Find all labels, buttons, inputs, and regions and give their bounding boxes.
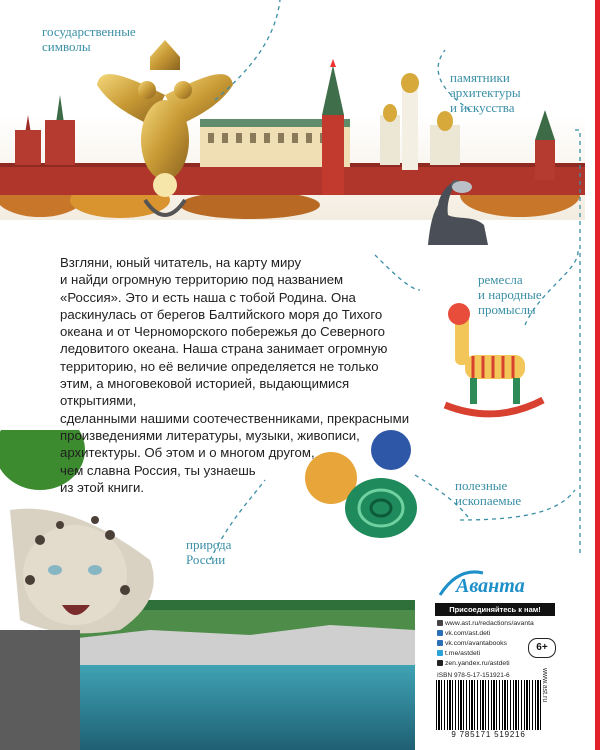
zen-icon xyxy=(437,660,443,666)
vk-icon xyxy=(437,630,443,636)
telegram-icon xyxy=(437,650,443,656)
logo-text: Аванта xyxy=(456,575,525,597)
link-zen[interactable] xyxy=(437,659,510,668)
caption-nature: природа России xyxy=(186,537,232,567)
description-text xyxy=(60,254,415,496)
join-us-banner: Присоединяйтесь к нам! xyxy=(435,603,555,616)
vk-icon xyxy=(437,640,443,646)
link-telegram[interactable] xyxy=(437,649,480,658)
barcode-number: 9 785171 519216 xyxy=(436,730,541,739)
web-icon xyxy=(437,620,443,626)
age-rating-badge: 6+ xyxy=(528,638,556,658)
link-telegram-text: t.me/astdeti xyxy=(445,650,481,657)
caption-state-symbols: государственные символы xyxy=(42,24,136,54)
griffin-sculpture-icon xyxy=(418,175,498,250)
barcode xyxy=(436,680,541,730)
link-vk-avanta-text: vk.com/avantabooks xyxy=(445,640,507,647)
double-headed-eagle-icon xyxy=(95,35,235,235)
site-vertical-text: www.ast.ru xyxy=(541,668,548,703)
link-vk-avanta[interactable] xyxy=(437,639,507,648)
avanta-logo xyxy=(438,565,553,601)
link-vk-astdeti[interactable] xyxy=(437,629,490,638)
spine-edge xyxy=(595,0,600,750)
link-zen-text: zen.yandex.ru/astdeti xyxy=(445,660,510,667)
caption-minerals: полезные ископаемые xyxy=(455,478,522,508)
isbn-text: ISBN 978-5-17-151921-6 xyxy=(437,672,510,679)
link-site-text: www.ast.ru/redactions/avanta xyxy=(445,620,534,627)
link-site[interactable] xyxy=(437,619,534,628)
painted-horse-toy-icon xyxy=(435,300,550,425)
link-vk-astdeti-text: vk.com/ast.deti xyxy=(445,630,491,637)
caption-architecture: памятники архитектуры и искусства xyxy=(450,70,521,115)
caption-crafts: ремесла и народные промыслы xyxy=(478,272,542,317)
description-paragraph: Взгляни, юный читатель, на карту миру и найди огромную территорию под названием «Россия». Это и есть наша с тобой Родина. Она раскинулась от берегов Балтийского моря до Тихого океана и от Черноморского побережья до Северного ледовитого океана. Наша страна занимает огромную территорию, но её величие определяется не только этим, а многовековой историей, выдающимися открытиями, сделанными нашими соотечественниками, прекрасными произведениями литературы, музыки, живописи, архитектуры. Об этом и о многом другом, чем славна Россия, ты узнаешь из этой книги. xyxy=(60,255,410,495)
